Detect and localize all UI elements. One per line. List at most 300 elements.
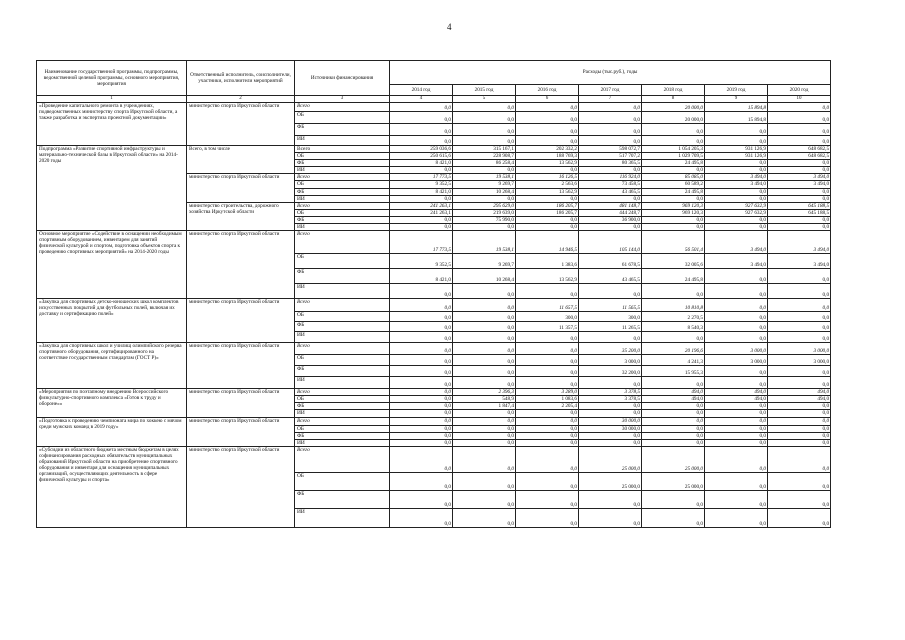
amount-cell: 0,0: [768, 417, 831, 425]
funding-source: Всего: [295, 417, 390, 425]
executor-name: министерство спорта Иркутской области: [187, 389, 295, 417]
amount-cell: 0,0: [642, 136, 705, 146]
amount-cell: 0,0: [516, 167, 579, 174]
column-number: 9: [705, 96, 768, 103]
amount-cell: 0,0: [516, 343, 579, 355]
amount-cell: 3 494,0: [705, 181, 768, 188]
amount-cell: 0,0: [768, 160, 831, 167]
amount-cell: 24 495,8: [642, 269, 705, 284]
amount-cell: 0,0: [642, 508, 705, 527]
amount-cell: 75 990,0: [453, 216, 516, 223]
amount-cell: 0,0: [768, 439, 831, 446]
amount-cell: 0,0: [705, 425, 768, 432]
amount-cell: 931 126,9: [705, 146, 768, 153]
amount-cell: 202 332,2: [516, 146, 579, 153]
amount-cell: 517 707,2: [579, 153, 642, 160]
amount-cell: 0,0: [453, 508, 516, 527]
funding-source: ИИ: [295, 136, 390, 146]
amount-cell: 0,0: [390, 167, 453, 174]
executor-name: министерство спорта Иркутской области: [187, 299, 295, 343]
table-row: [37, 417, 831, 425]
amount-cell: 3 494,0: [768, 231, 831, 254]
section-name: Подпрограмма «Развитие спортивной инфраструктуры и материально-технической базы в Иркутской области» на 2014-2020 годы: [37, 146, 187, 231]
amount-cell: 0,0: [453, 417, 516, 425]
amount-cell: 0,0: [390, 195, 453, 202]
amount-cell: 648 682,5: [768, 146, 831, 153]
amount-cell: 24 495,8: [642, 188, 705, 195]
amount-cell: 0,0: [390, 103, 453, 112]
amount-cell: 4 241,3: [642, 355, 705, 366]
amount-cell: 0,0: [579, 403, 642, 410]
amount-cell: 15 894,8: [705, 112, 768, 124]
table-row: [37, 343, 831, 355]
amount-cell: 8 540,3: [642, 322, 705, 332]
amount-cell: 9 269,7: [453, 254, 516, 269]
amount-cell: 648 682,5: [768, 153, 831, 160]
amount-cell: 0,0: [768, 332, 831, 343]
page-number: 4: [447, 22, 452, 32]
amount-cell: 10 810,8: [642, 299, 705, 312]
funding-source: Всего: [295, 231, 390, 254]
amount-cell: 17 773,5: [390, 231, 453, 254]
amount-cell: 80 365,5: [579, 160, 642, 167]
amount-cell: 0,0: [768, 284, 831, 299]
amount-cell: 3 000,0: [579, 355, 642, 366]
amount-cell: 0,0: [516, 103, 579, 112]
column-number: 2: [187, 96, 295, 103]
amount-cell: 0,0: [642, 439, 705, 446]
amount-cell: 11 657,5: [516, 299, 579, 312]
amount-cell: 0,0: [579, 439, 642, 446]
amount-cell: 0,0: [390, 299, 453, 312]
header-year: 2015 год: [453, 85, 516, 96]
amount-cell: 0,0: [516, 425, 579, 432]
amount-cell: 0,0: [516, 216, 579, 223]
amount-cell: 10 268,4: [453, 269, 516, 284]
amount-cell: 20 000,0: [642, 112, 705, 124]
amount-cell: 2 396,3: [453, 389, 516, 396]
amount-cell: 0,0: [390, 425, 453, 432]
amount-cell: 3 000,0: [768, 355, 831, 366]
amount-cell: 0,0: [579, 112, 642, 124]
amount-cell: 11 265,5: [579, 322, 642, 332]
amount-cell: 15 955,3: [642, 366, 705, 377]
funding-source: ИИ: [295, 377, 390, 389]
amount-cell: 0,0: [579, 377, 642, 389]
amount-cell: 0,0: [453, 377, 516, 389]
amount-cell: 0,0: [453, 224, 516, 231]
amount-cell: 0,0: [642, 332, 705, 343]
amount-cell: 1 383,6: [516, 254, 579, 269]
amount-cell: 0,0: [768, 124, 831, 136]
funding-source: ИИ: [295, 332, 390, 343]
amount-cell: 3 000,0: [705, 343, 768, 355]
amount-cell: 0,0: [390, 472, 453, 490]
amount-cell: 3 494,0: [768, 181, 831, 188]
section-name: «Мероприятия по поэтапному внедрению Всероссийского физкультурно-спортивного комплекса «Готов к труду и обороне»»: [37, 389, 187, 417]
amount-cell: 0,0: [516, 332, 579, 343]
amount-cell: 0,0: [579, 167, 642, 174]
amount-cell: 0,0: [390, 216, 453, 223]
executor-name: министерство спорта Иркутской области: [187, 231, 295, 299]
amount-cell: 0,0: [516, 124, 579, 136]
amount-cell: 0,0: [579, 124, 642, 136]
amount-cell: 0,0: [768, 216, 831, 223]
funding-source: ОБ: [295, 181, 390, 188]
amount-cell: 10 268,4: [453, 188, 516, 195]
amount-cell: 8 421,0: [390, 269, 453, 284]
amount-cell: 0,0: [390, 377, 453, 389]
amount-cell: 0,0: [516, 439, 579, 446]
amount-cell: 0,0: [516, 490, 579, 508]
funding-source: ОБ: [295, 355, 390, 366]
amount-cell: 0,0: [453, 490, 516, 508]
funding-source: ФБ: [295, 188, 390, 195]
amount-cell: 9 352,5: [390, 254, 453, 269]
amount-cell: 1 054 205,3: [642, 146, 705, 153]
funding-source: Всего: [295, 202, 390, 209]
amount-cell: 494,0: [642, 396, 705, 403]
amount-cell: 219 639,0: [453, 209, 516, 216]
amount-cell: 16 126,5: [516, 174, 579, 181]
funding-source: ФБ: [295, 366, 390, 377]
amount-cell: 3 289,0: [516, 389, 579, 396]
funding-source: ИИ: [295, 195, 390, 202]
amount-cell: 645 188,5: [768, 202, 831, 209]
amount-cell: 0,0: [453, 195, 516, 202]
executor-name: министерство спорта Иркутской области: [187, 103, 295, 146]
amount-cell: 0,0: [453, 332, 516, 343]
section-name: Основное мероприятие «Содействие в оснащении необходимым спортивным оборудованием, инвентарем для занятий физической культурой и спортом, подготовка объектов спорта к проведению спортивных мероприятий» на 2014-2020 годы: [37, 231, 187, 299]
amount-cell: 0,0: [390, 284, 453, 299]
amount-cell: 3 378,5: [579, 389, 642, 396]
amount-cell: 2 205,4: [516, 403, 579, 410]
amount-cell: 1 083,6: [516, 396, 579, 403]
executor-name: министерство спорта Иркутской области: [187, 174, 295, 202]
amount-cell: 0,0: [579, 103, 642, 112]
amount-cell: 259 036,6: [390, 146, 453, 153]
amount-cell: 0,0: [516, 355, 579, 366]
amount-cell: 43 465,5: [579, 188, 642, 195]
amount-cell: 0,0: [642, 224, 705, 231]
funding-source: ФБ: [295, 403, 390, 410]
funding-source: ИИ: [295, 508, 390, 527]
amount-cell: 0,0: [453, 432, 516, 439]
amount-cell: 0,0: [768, 103, 831, 112]
amount-cell: 645 188,5: [768, 209, 831, 216]
amount-cell: 25 000,0: [579, 472, 642, 490]
section-name: «Закупка для спортивных детско-юношеских школ комплектов искусственных покрытий для футбольных полей, включая их доставку и сертификацию полей»: [37, 299, 187, 343]
amount-cell: 11 357,5: [516, 322, 579, 332]
amount-cell: 0,0: [579, 332, 642, 343]
funding-source: ФБ: [295, 160, 390, 167]
amount-cell: 15 894,8: [705, 103, 768, 112]
amount-cell: 0,0: [705, 195, 768, 202]
amount-cell: 8 421,0: [390, 188, 453, 195]
amount-cell: 0,0: [768, 410, 831, 417]
amount-cell: 0,0: [768, 508, 831, 527]
section-name: «Подготовка к проведению чемпионата мира по хоккею с мячом среди мужских команд в 2019 году»: [37, 417, 187, 446]
funding-source: ИИ: [295, 439, 390, 446]
amount-cell: 30 000,0: [579, 417, 642, 425]
executor-name: министерство спорта Иркутской области: [187, 343, 295, 389]
amount-cell: 0,0: [642, 417, 705, 425]
table-row: [37, 446, 831, 472]
column-number: 7: [579, 96, 642, 103]
amount-cell: 0,0: [705, 446, 768, 472]
funding-source: ОБ: [295, 425, 390, 432]
funding-source: Всего: [295, 103, 390, 112]
table-row: [37, 103, 831, 112]
column-number: 6: [516, 96, 579, 103]
amount-cell: 0,0: [705, 366, 768, 377]
amount-cell: 0,0: [516, 366, 579, 377]
amount-cell: 0,0: [642, 425, 705, 432]
section-name: «Проведение капитального ремонта в учреждениях, подведомственных министерству спорта Иркутской области, а также разработка и экспертиза проектной документации»: [37, 103, 187, 146]
amount-cell: 0,0: [390, 355, 453, 366]
executor-name: министерство спорта Иркутской области: [187, 446, 295, 527]
funding-source: ФБ: [295, 124, 390, 136]
amount-cell: 0,0: [390, 322, 453, 332]
expenses-table: [36, 60, 831, 528]
header-executor: Ответственный исполнитель, соисполнители, участники, исполнители мероприятий: [187, 61, 295, 96]
amount-cell: 9 269,7: [453, 181, 516, 188]
amount-cell: 0,0: [768, 432, 831, 439]
amount-cell: 0,0: [705, 322, 768, 332]
amount-cell: 0,0: [579, 432, 642, 439]
amount-cell: 3 494,0: [768, 254, 831, 269]
amount-cell: 19 538,1: [453, 174, 516, 181]
funding-source: ФБ: [295, 432, 390, 439]
amount-cell: 32 200,0: [579, 366, 642, 377]
funding-source: ИИ: [295, 224, 390, 231]
amount-cell: 0,0: [768, 425, 831, 432]
amount-cell: 1 029 709,5: [642, 153, 705, 160]
amount-cell: 25 000,0: [642, 472, 705, 490]
amount-cell: 0,0: [516, 432, 579, 439]
amount-cell: 0,0: [768, 312, 831, 322]
amount-cell: 0,0: [453, 343, 516, 355]
amount-cell: 3 000,0: [705, 355, 768, 366]
amount-cell: 0,0: [642, 167, 705, 174]
amount-cell: 60 589,2: [642, 181, 705, 188]
amount-cell: 0,0: [390, 136, 453, 146]
amount-cell: 1 847,4: [453, 403, 516, 410]
amount-cell: 0,0: [705, 167, 768, 174]
amount-cell: 0,0: [768, 377, 831, 389]
amount-cell: 2 270,5: [642, 312, 705, 322]
amount-cell: 0,0: [768, 136, 831, 146]
table-row: [37, 146, 831, 153]
amount-cell: 931 126,9: [705, 153, 768, 160]
column-number: 8: [642, 96, 705, 103]
column-number: 5: [453, 96, 516, 103]
amount-cell: 0,0: [705, 490, 768, 508]
amount-cell: 0,0: [579, 508, 642, 527]
amount-cell: 295 629,0: [453, 202, 516, 209]
amount-cell: 0,0: [453, 112, 516, 124]
funding-source: ФБ: [295, 490, 390, 508]
amount-cell: 73 458,5: [579, 181, 642, 188]
amount-cell: 494,0: [705, 389, 768, 396]
amount-cell: 0,0: [768, 403, 831, 410]
amount-cell: 0,0: [579, 224, 642, 231]
amount-cell: 0,0: [390, 439, 453, 446]
amount-cell: 0,0: [705, 124, 768, 136]
amount-cell: 0,0: [579, 410, 642, 417]
amount-cell: 3 378,5: [579, 396, 642, 403]
amount-cell: 0,0: [705, 284, 768, 299]
funding-source: ОБ: [295, 472, 390, 490]
amount-cell: 0,0: [516, 284, 579, 299]
amount-cell: 300,0: [579, 312, 642, 322]
amount-cell: 14 946,5: [516, 231, 579, 254]
amount-cell: 3 494,0: [705, 254, 768, 269]
amount-cell: 35 200,0: [579, 343, 642, 355]
funding-source: Всего: [295, 446, 390, 472]
amount-cell: 0,0: [390, 403, 453, 410]
amount-cell: 0,0: [705, 136, 768, 146]
amount-cell: 20 196,6: [642, 343, 705, 355]
amount-cell: 0,0: [768, 195, 831, 202]
amount-cell: 0,0: [516, 410, 579, 417]
amount-cell: 0,0: [705, 417, 768, 425]
amount-cell: 0,0: [705, 332, 768, 343]
amount-cell: 0,0: [705, 188, 768, 195]
amount-cell: 13 562,9: [516, 269, 579, 284]
amount-cell: 0,0: [390, 389, 453, 396]
amount-cell: 0,0: [768, 112, 831, 124]
amount-cell: 0,0: [642, 377, 705, 389]
funding-source: ОБ: [295, 254, 390, 269]
amount-cell: 0,0: [390, 490, 453, 508]
amount-cell: 0,0: [390, 432, 453, 439]
column-number: 10: [768, 96, 831, 103]
amount-cell: 969 120,3: [642, 202, 705, 209]
amount-cell: 25 000,0: [642, 446, 705, 472]
funding-source: ИИ: [295, 167, 390, 174]
amount-cell: 24 495,8: [642, 160, 705, 167]
amount-cell: 30 000,0: [579, 425, 642, 432]
amount-cell: 116 924,0: [579, 174, 642, 181]
amount-cell: 0,0: [453, 136, 516, 146]
amount-cell: 61 678,5: [579, 254, 642, 269]
amount-cell: 2 563,6: [516, 181, 579, 188]
amount-cell: 444 248,7: [579, 209, 642, 216]
amount-cell: 0,0: [768, 366, 831, 377]
amount-cell: 0,0: [453, 103, 516, 112]
funding-source: Всего: [295, 146, 390, 153]
column-number: 3: [295, 96, 390, 103]
amount-cell: 105 144,0: [579, 231, 642, 254]
amount-cell: 494,0: [642, 389, 705, 396]
amount-cell: 0,0: [768, 446, 831, 472]
amount-cell: 56 501,4: [642, 231, 705, 254]
table-row: [37, 299, 831, 312]
amount-cell: 0,0: [705, 377, 768, 389]
funding-source: Всего: [295, 343, 390, 355]
amount-cell: 0,0: [642, 195, 705, 202]
amount-cell: 0,0: [705, 403, 768, 410]
header-source: Источники финансирования: [295, 61, 390, 96]
amount-cell: 36 900,0: [579, 216, 642, 223]
amount-cell: 0,0: [453, 167, 516, 174]
header-year: 2020 год: [768, 85, 831, 96]
amount-cell: 494,0: [768, 396, 831, 403]
header-expenses: Расходы (тыс.руб.), годы: [390, 61, 831, 85]
amount-cell: 188 769,3: [516, 153, 579, 160]
header-year: 2018 год: [642, 85, 705, 96]
amount-cell: 43 465,5: [579, 269, 642, 284]
amount-cell: 228 908,7: [453, 153, 516, 160]
amount-cell: 241 263,1: [390, 202, 453, 209]
amount-cell: 0,0: [705, 216, 768, 223]
amount-cell: 0,0: [453, 446, 516, 472]
table-row: [37, 231, 831, 254]
amount-cell: 0,0: [516, 472, 579, 490]
amount-cell: 0,0: [705, 432, 768, 439]
column-number: 1: [37, 96, 187, 103]
amount-cell: 300,0: [516, 312, 579, 322]
amount-cell: 0,0: [705, 439, 768, 446]
amount-cell: 0,0: [768, 188, 831, 195]
funding-source: ФБ: [295, 216, 390, 223]
amount-cell: 0,0: [390, 112, 453, 124]
amount-cell: 186 205,7: [516, 209, 579, 216]
amount-cell: 86 258,4: [453, 160, 516, 167]
amount-cell: 0,0: [579, 195, 642, 202]
header-name: Наименование государственной программы, подпрограммы, ведомственной целевой программы, основного мероприятия, мероприятия: [37, 61, 187, 96]
amount-cell: 494,0: [768, 389, 831, 396]
amount-cell: 494,0: [705, 396, 768, 403]
amount-cell: 0,0: [705, 472, 768, 490]
amount-cell: 8 421,0: [390, 160, 453, 167]
amount-cell: 0,0: [516, 136, 579, 146]
amount-cell: 0,0: [516, 224, 579, 231]
funding-source: Всего: [295, 174, 390, 181]
amount-cell: 186 205,7: [516, 202, 579, 209]
amount-cell: 0,0: [768, 224, 831, 231]
amount-cell: 20 000,0: [642, 103, 705, 112]
amount-cell: 13 562,9: [516, 188, 579, 195]
amount-cell: 0,0: [453, 425, 516, 432]
column-number: 4: [390, 96, 453, 103]
amount-cell: 0,0: [453, 366, 516, 377]
funding-source: Всего: [295, 389, 390, 396]
header-year: 2019 год: [705, 85, 768, 96]
amount-cell: 0,0: [453, 439, 516, 446]
amount-cell: 0,0: [390, 224, 453, 231]
funding-source: ИИ: [295, 284, 390, 299]
section-name: «Закупка для спортивных школ и училищ олимпийского резерва спортивного оборудования, сертифицированного на соответствие государственным стандартам (ГОСТ Р)»: [37, 343, 187, 389]
funding-source: ОБ: [295, 209, 390, 216]
amount-cell: 25 000,0: [579, 446, 642, 472]
amount-cell: 241 263,1: [390, 209, 453, 216]
amount-cell: 0,0: [390, 417, 453, 425]
amount-cell: 927 632,9: [705, 202, 768, 209]
amount-cell: 0,0: [390, 124, 453, 136]
amount-cell: 0,0: [768, 472, 831, 490]
amount-cell: 0,0: [642, 284, 705, 299]
amount-cell: 0,0: [453, 355, 516, 366]
amount-cell: 927 632,9: [705, 209, 768, 216]
amount-cell: 32 005,6: [642, 254, 705, 269]
amount-cell: 3 494,0: [705, 174, 768, 181]
funding-source: ФБ: [295, 269, 390, 284]
amount-cell: 0,0: [642, 124, 705, 136]
amount-cell: 315 167,1: [453, 146, 516, 153]
amount-cell: 0,0: [579, 490, 642, 508]
